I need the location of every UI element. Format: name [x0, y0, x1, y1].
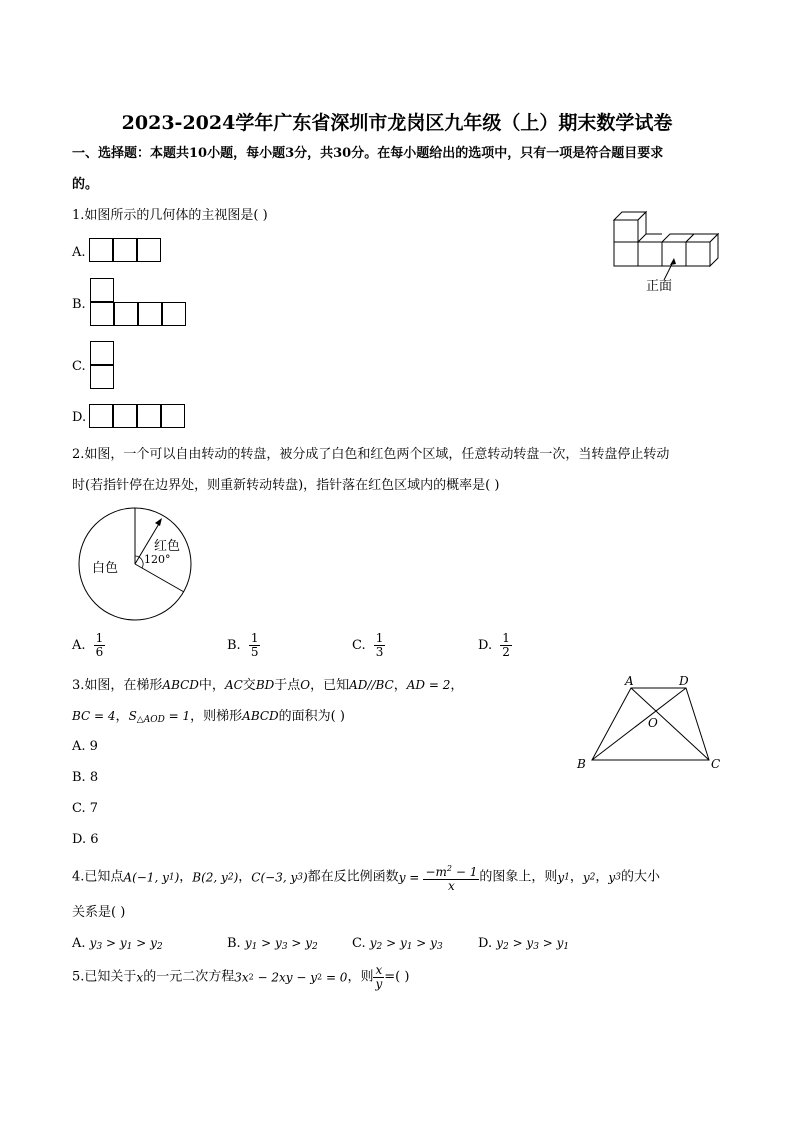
q4-option-c: C. $y_2 > y_1 > y_3$ — [352, 936, 443, 952]
svg-text:C: C — [711, 757, 721, 771]
q3-option-a: A. 9 — [72, 739, 98, 754]
q4-stem-line1: 4.已知点A(−1, y1)，B(2, y2)，C(−3, y3)都在反比例函数y = $\frac{-m^2 - 1}{x}$ 的图象上，则y1，y2，y3的大小 — [72, 864, 660, 893]
q3-option-d: D. 6 — [72, 832, 99, 847]
q4-option-a: A. $y_3 > y_1 > y_2$ — [72, 936, 163, 952]
q3-stem-line2: BC = 4，$S_{\triangle AOD} = 1$，则梯形ABCD的面积为( ) — [72, 709, 345, 725]
q2-option-d: D. $\frac{1}{2}$ — [478, 631, 510, 659]
q2-spinner — [74, 505, 198, 623]
section-instructions-line2: 的。 — [72, 177, 99, 192]
q1-option-c-label: C. — [72, 359, 86, 374]
q4-option-b: B. $y_1 > y_3 > y_2$ — [227, 936, 318, 952]
q1-option-a-figure — [89, 238, 161, 262]
q2-stem-line2: 时(若指针停在边界处，则重新转动转盘)，指针落在红色区域内的概率是( ) — [72, 478, 500, 493]
q3-option-c: C. 7 — [72, 801, 99, 816]
q1-option-a-label: A. — [72, 245, 86, 260]
red-region-label: 红色 — [154, 539, 181, 554]
q1-solid-figure — [608, 204, 726, 296]
svg-text:D: D — [679, 674, 689, 688]
q1-option-c-figure — [90, 341, 114, 389]
svg-text:B: B — [577, 757, 586, 771]
q2-stem-line1: 2.如图，一个可以自由转动的转盘，被分成了白色和红色两个区域，任意转动转盘一次，当转盘停止转动 — [72, 447, 670, 462]
q1-option-d-label: D. — [72, 410, 87, 425]
q2-option-c: C. $\frac{1}{3}$ — [352, 631, 384, 659]
q3-option-b: B. 8 — [72, 770, 99, 785]
q1-option-d-figure — [89, 404, 185, 428]
q3-stem-line1: 3.如图，在梯形ABCD中，AC交BD于点O，已知AD//BC，AD = 2， — [72, 678, 464, 693]
page-title: 2023-2024学年广东省深圳市龙岗区九年级（上）期末数学试卷 — [121, 112, 673, 134]
q2-option-b: B. $\frac{1}{5}$ — [227, 631, 259, 659]
q1-option-b-figure — [90, 278, 186, 326]
angle-label: 120° — [144, 553, 171, 566]
section-instructions-line1: 一、选择题：本题共10小题，每小题3分，共30分。在每小题给出的选项中，只有一项是符合题目要求 — [72, 146, 664, 161]
svg-text:O: O — [648, 716, 658, 730]
q3-trapezoid — [574, 672, 724, 774]
q1-option-b-label: B. — [72, 297, 86, 312]
q4-stem-line2: 关系是( ) — [72, 905, 126, 920]
front-label: 正面 — [646, 279, 673, 294]
white-region-label: 白色 — [92, 561, 119, 576]
q1-stem: 1.如图所示的几何体的主视图是( ) — [72, 208, 268, 223]
svg-text:A: A — [625, 674, 634, 688]
q4-option-d: D. $y_2 > y_3 > y_1$ — [478, 936, 570, 952]
q2-option-a: A. $\frac{1}{6}$ — [72, 631, 104, 659]
q5-stem: 5.已知关于x的一元二次方程3x2 − 2xy − y2 = 0，则 $\frac{x}{y}$ =( ) — [72, 963, 410, 991]
